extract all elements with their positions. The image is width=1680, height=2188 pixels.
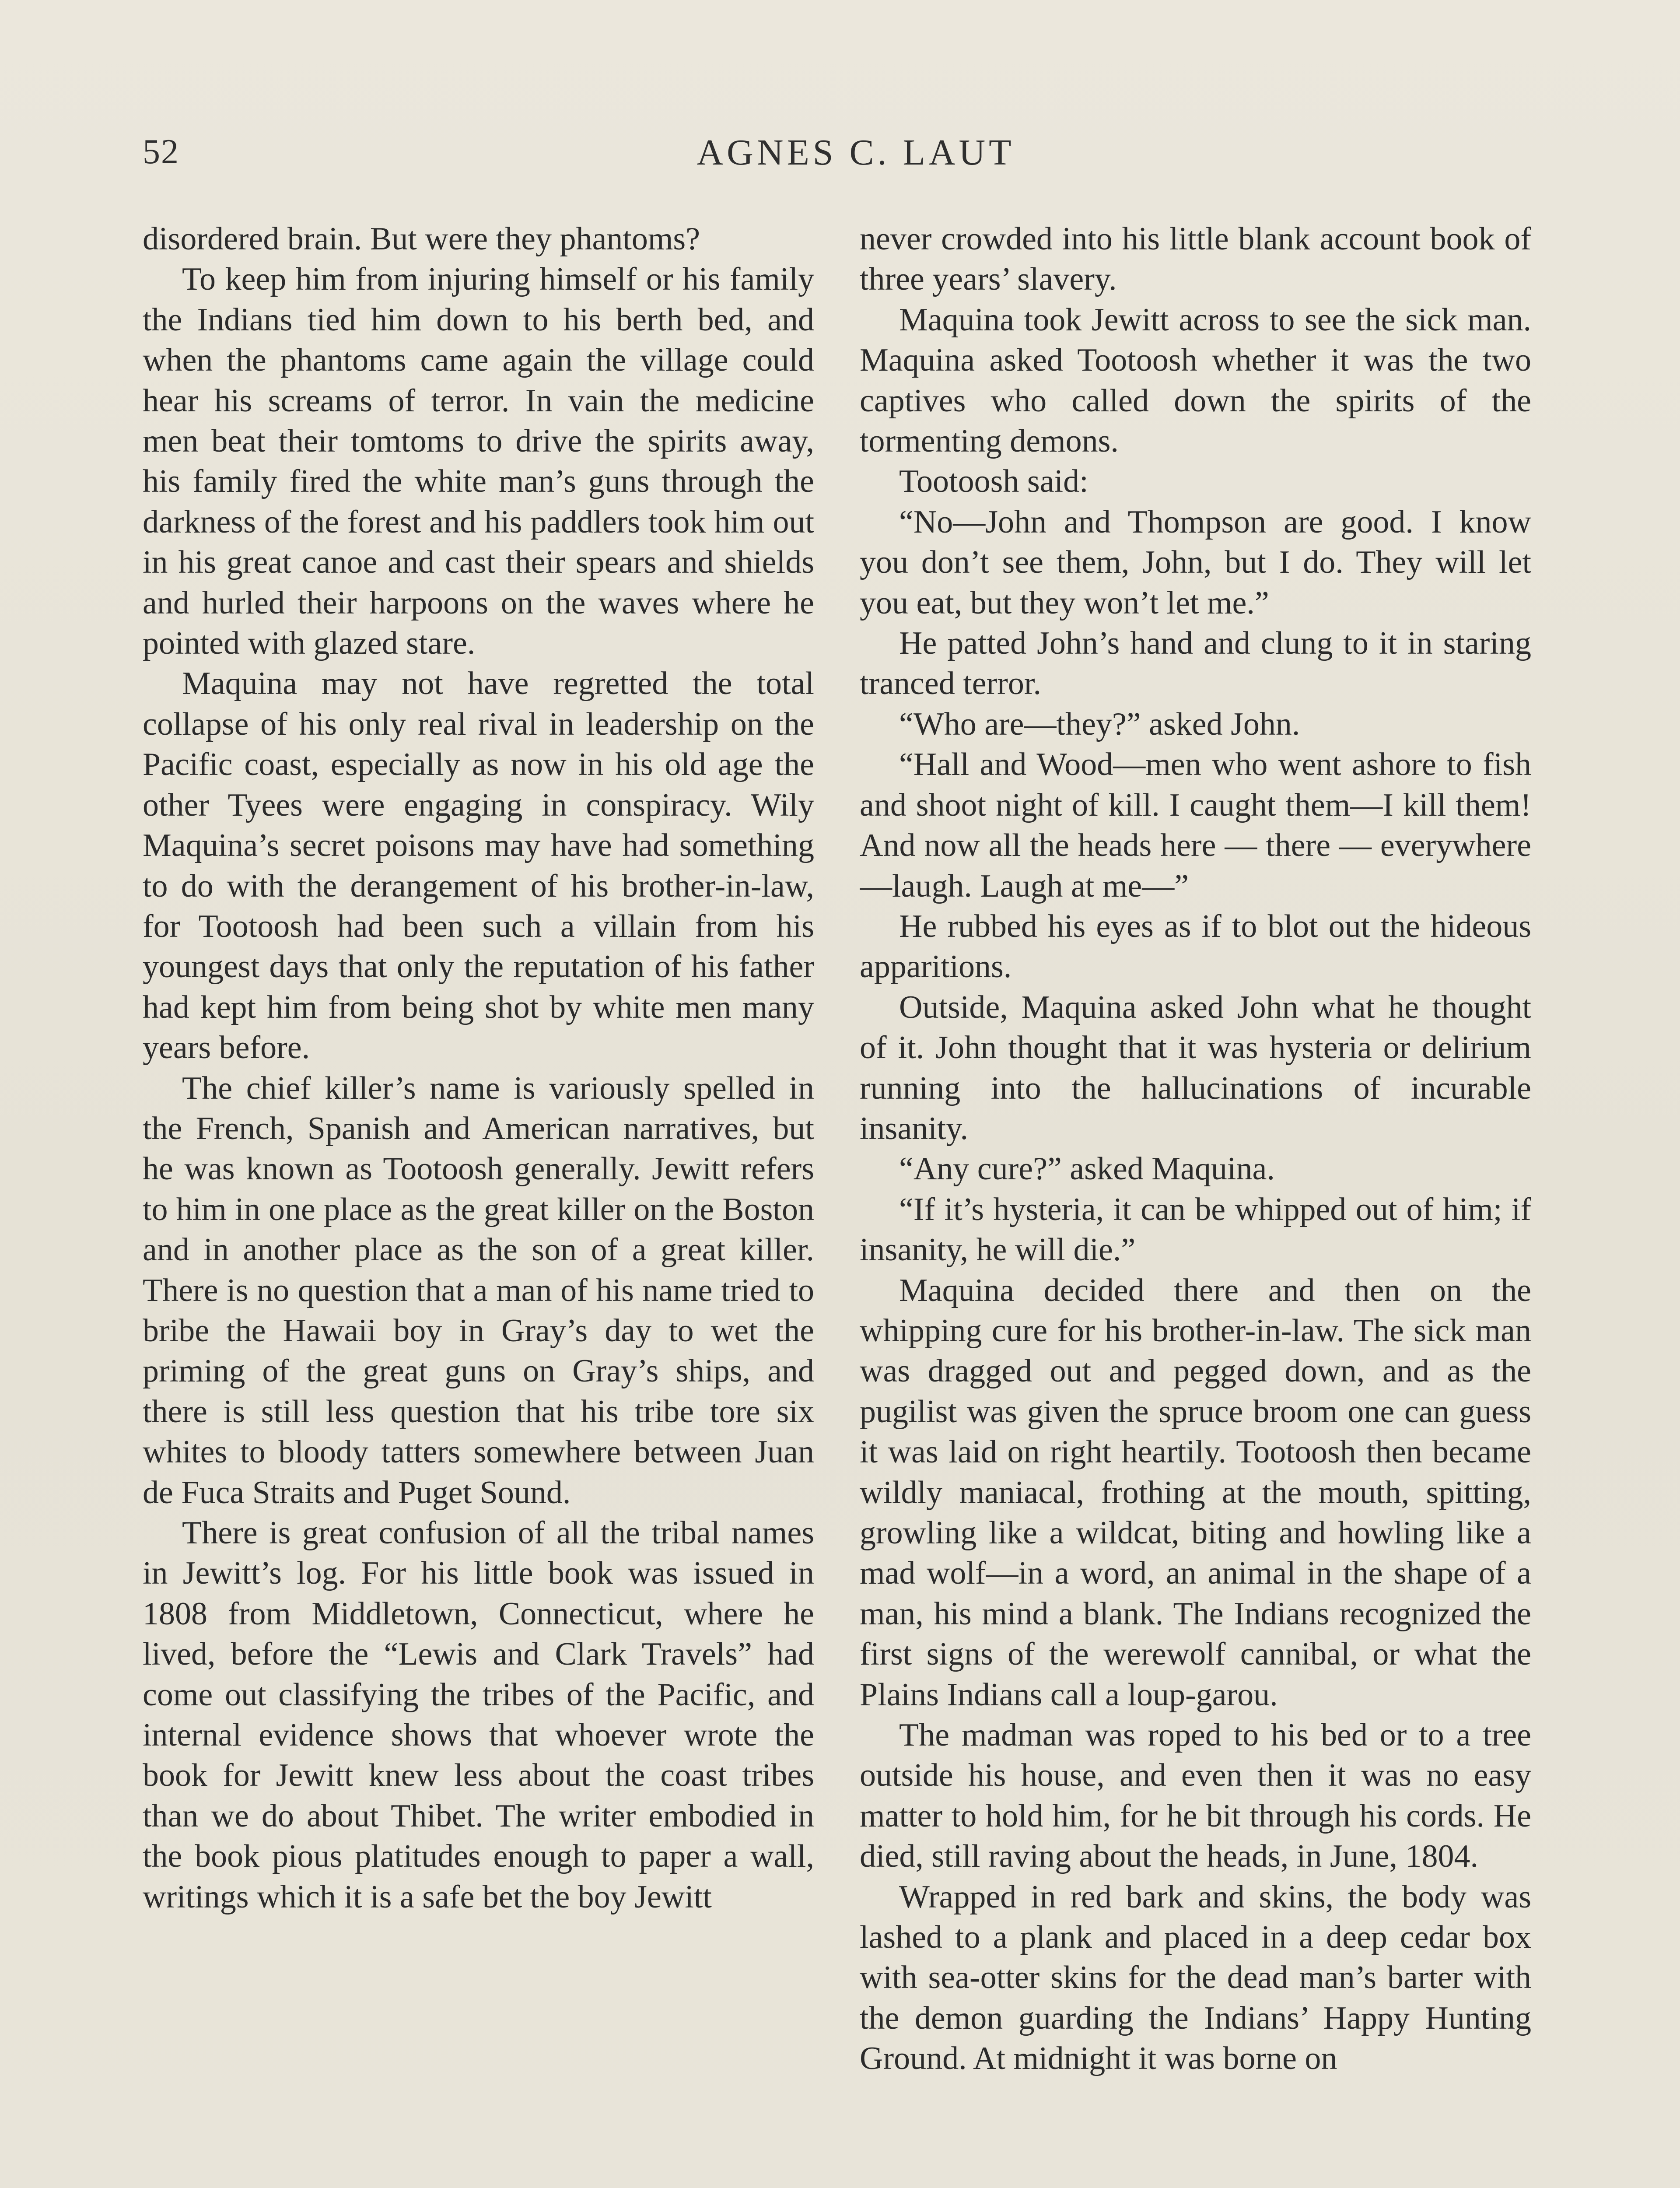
paragraph: “Hall and Wood—men who went ashore to fish and shoot night of kill. I caught them—I kill them! And now all the heads here — there — everywhere—laugh. Laugh at me—” xyxy=(860,747,1531,904)
paragraph: Outside, Maquina asked John what he thought of it. John thought that it was hysteria or delirium running into the hallucinations of incurable insanity. xyxy=(860,989,1531,1147)
paragraph: never crowded into his little blank account book of three years’ slavery. xyxy=(860,221,1531,298)
left-column xyxy=(143,219,814,2188)
paragraph: Tootoosh said: xyxy=(899,463,1088,500)
paragraph: “If it’s hysteria, it can be whipped out of him; if insanity, he will die.” xyxy=(860,1191,1531,1268)
paragraph: “Any cure?” asked Maquina. xyxy=(899,1151,1275,1187)
page-number: 52 xyxy=(143,133,179,171)
paragraph: He rubbed his eyes as if to blot out the hideous apparitions. xyxy=(860,908,1531,985)
paragraph: disordered brain. But were they phantoms? xyxy=(143,221,700,257)
page-header xyxy=(143,127,1534,179)
paragraph: “Who are—they?” asked John. xyxy=(899,706,1300,742)
running-head: AGNES C. LAUT xyxy=(696,132,1015,173)
paragraph: He patted John’s hand and clung to it in staring tranced terror. xyxy=(860,625,1531,702)
paragraph: There is great confusion of all the tribal names in Jewitt’s log. For his little book was issued in 1808 from Middletown, Connecticut, where he lived, before the “Lewis and Clark Travels” had come out classifying the tribes of the Pacific, and internal evidence shows that whoever wrote the book for Jewitt knew less about the coast tribes than we do about Thibet. The writer embodied in the book pious platitudes enough to paper a wall, writings which it is a safe bet the boy Jewitt xyxy=(143,1515,814,1915)
paragraph: Maquina decided there and then on the whipping cure for his brother-in-law. The sick man was dragged out and pegged down, and as the pugilist was given the spruce broom one can guess it was laid on right heartily. Tootoosh then became wildly maniacal, frothing at the mouth, spitting, growling like a wildcat, biting and howling like a mad wolf—in a word, an animal in the shape of a man, his mind a blank. The Indians recognized the first signs of the werewolf cannibal, or what the Plains Indians call a loup-garou. xyxy=(860,1272,1531,1713)
right-column xyxy=(860,219,1531,2188)
paragraph: The chief killer’s name is variously spelled in the French, Spanish and American narratives, but he was known as Tootoosh generally. Jewitt refers to him in one place as the great killer on the Boston and in another place as the son of a great killer. There is no question that a man of his name tried to bribe the Hawaii boy in Gray’s day to wet the priming of the great guns on Gray’s ships, and there is still less question that his tribe tore six whites to bloody tatters somewhere between Juan de Fuca Straits and Puget Sound. xyxy=(143,1070,814,1511)
paragraph: “No—John and Thompson are good. I know you don’t see them, John, but I do. They will let you eat, but they won’t let me.” xyxy=(860,504,1531,621)
paragraph: Maquina may not have regretted the total collapse of his only real rival in leadership on the Pacific coast, especially as now in his old age the other Tyees were engaging in conspiracy. Wily Maquina’s secret poisons may have had something to do with the derangement of his brother-in-law, for Tootoosh had been such a villain from his youngest days that only the reputation of his father had kept him from being shot by white men many years before. xyxy=(143,666,814,1066)
paragraph: Maquina took Jewitt across to see the sick man. Maquina asked Tootoosh whether it was the two captives who called down the spirits of the tormenting demons. xyxy=(860,302,1531,459)
paragraph: The madman was roped to his bed or to a tree outside his house, and even then it was no easy matter to hold him, for he bit through his cords. He died, still raving about the heads, in June, 1804. xyxy=(860,1717,1531,1875)
paragraph: Wrapped in red bark and skins, the body was lashed to a plank and placed in a deep cedar box with sea-otter skins for the dead man’s barter with the demon guarding the Indians’ Happy Hunting Ground. At midnight it was borne on xyxy=(860,1879,1531,2077)
paragraph: To keep him from injuring himself or his family the Indians tied him down to his berth bed, and when the phantoms came again the village could hear his screams of terror. In vain the medicine men beat their tomtoms to drive the spirits away, his family fired the white man’s guns through the darkness of the forest and his paddlers took him out in his great canoe and cast their spears and shields and hurled their harpoons on the waves where he pointed with glazed stare. xyxy=(143,261,814,662)
